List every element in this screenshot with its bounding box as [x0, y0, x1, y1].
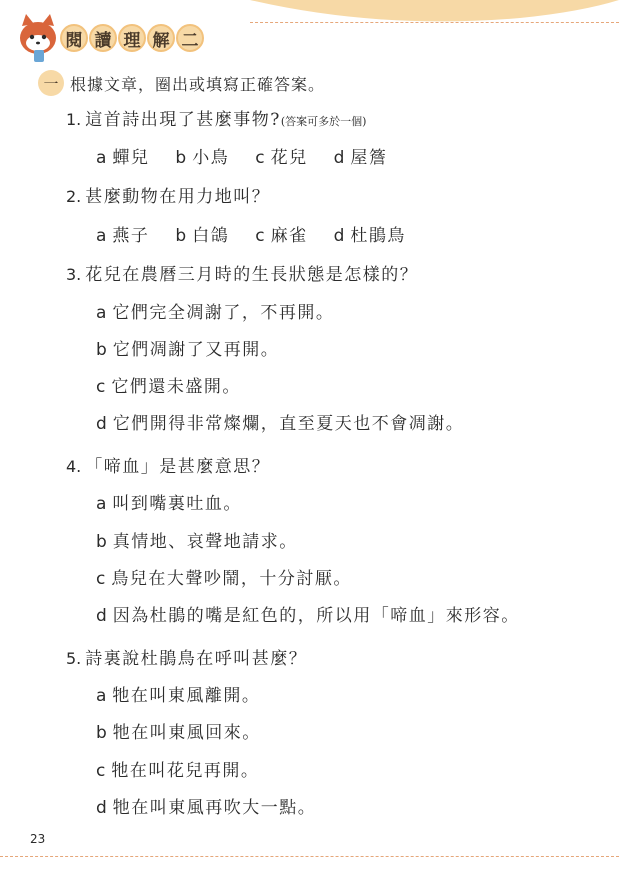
question-text: 「啼血」是甚麼意思？	[85, 457, 271, 477]
option-item[interactable]	[96, 489, 242, 514]
question-1	[66, 105, 366, 130]
option-letter: b	[96, 340, 107, 360]
question-2	[66, 182, 270, 207]
question-text: 甚麼動物在用力地叫？	[85, 187, 271, 207]
title-char: 讀	[89, 24, 117, 52]
option-text: 真情地、哀聲地請求。	[112, 532, 298, 552]
section-heading	[38, 70, 325, 96]
option-item[interactable]	[96, 221, 149, 246]
option-item[interactable]	[96, 527, 298, 552]
title-char: 解	[147, 24, 175, 52]
question-text: 詩裏說杜鵑鳥在呼叫甚麼？	[85, 649, 308, 669]
option-item[interactable]	[96, 718, 261, 743]
option-letter: d	[96, 414, 107, 434]
option-text: 白鴿	[192, 226, 230, 246]
option-item[interactable]	[96, 681, 260, 706]
question-text: 這首詩出現了甚麼事物?	[85, 110, 281, 130]
question-1-options	[96, 143, 387, 168]
option-text: 杜鵑鳥	[350, 226, 406, 246]
option-letter: a	[96, 494, 107, 514]
option-item[interactable]	[96, 372, 241, 397]
option-text: 叫到嘴裏吐血。	[112, 494, 242, 514]
option-text: 麻雀	[270, 226, 308, 246]
question-number: 5.	[66, 649, 82, 668]
header-dashed-divider	[250, 22, 619, 23]
option-text: 小鳥	[192, 148, 230, 168]
option-text: 屋簷	[350, 148, 388, 168]
option-letter: a	[96, 148, 107, 168]
section-instruction: 根據文章，圈出或填寫正確答案。	[70, 74, 326, 94]
title-char: 閱	[60, 24, 88, 52]
option-letter: a	[96, 686, 107, 706]
option-text: 鳥兒在大聲吵鬧，十分討厭。	[111, 569, 352, 589]
question-5	[66, 644, 307, 669]
question-note: (答案可多於一個)	[280, 115, 367, 128]
option-text: 它們還未盛開。	[111, 377, 241, 397]
question-number: 4.	[66, 457, 82, 476]
option-letter: c	[96, 761, 106, 781]
option-letter: d	[333, 226, 345, 246]
option-letter: c	[96, 377, 106, 397]
option-letter: b	[175, 148, 187, 168]
option-item[interactable]	[255, 221, 307, 246]
option-item[interactable]	[334, 143, 388, 168]
option-item[interactable]	[96, 601, 520, 626]
option-item[interactable]	[96, 335, 279, 360]
option-text: 它們完全凋謝了，不再開。	[112, 303, 335, 323]
option-item[interactable]	[96, 564, 352, 589]
question-4	[66, 452, 270, 477]
option-item[interactable]	[96, 756, 259, 781]
option-text: 牠在叫東風回來。	[112, 723, 261, 743]
footer-dashed-divider	[0, 856, 619, 857]
option-letter: b	[96, 723, 107, 743]
question-text: 花兒在農曆三月時的生長狀態是怎樣的？	[85, 265, 419, 285]
page-number: 23	[30, 832, 46, 846]
option-text: 蟬兒	[112, 148, 150, 168]
option-item[interactable]	[334, 221, 406, 246]
option-item[interactable]	[255, 143, 307, 168]
option-letter: c	[255, 148, 265, 168]
option-text: 花兒	[270, 148, 308, 168]
option-letter: c	[255, 226, 265, 246]
option-letter: a	[96, 303, 107, 323]
option-letter: c	[96, 569, 106, 589]
option-letter: b	[96, 532, 107, 552]
option-text: 燕子	[112, 226, 150, 246]
title-char: 理	[118, 24, 146, 52]
option-item[interactable]	[175, 143, 229, 168]
page-title	[60, 24, 204, 52]
question-number: 1.	[66, 110, 82, 129]
option-text: 牠在叫花兒再開。	[111, 761, 260, 781]
option-letter: d	[96, 798, 107, 818]
option-item[interactable]	[96, 409, 464, 434]
option-letter: d	[333, 148, 345, 168]
option-text: 它們開得非常燦爛，直至夏天也不會凋謝。	[112, 414, 465, 434]
option-text: 它們凋謝了又再開。	[112, 340, 280, 360]
section-number-badge: 一	[38, 70, 64, 96]
option-letter: a	[96, 226, 107, 246]
option-text: 牠在叫東風再吹大一點。	[112, 798, 317, 818]
question-3	[66, 260, 418, 285]
option-text: 牠在叫東風離開。	[112, 686, 261, 706]
option-letter: d	[96, 606, 107, 626]
question-number: 3.	[66, 265, 82, 284]
option-text: 因為杜鵑的嘴是紅色的，所以用「啼血」來形容。	[112, 606, 520, 626]
option-item[interactable]	[96, 143, 149, 168]
title-char: 二	[176, 24, 204, 52]
question-2-options	[96, 221, 406, 246]
option-item[interactable]	[96, 793, 316, 818]
option-letter: b	[175, 226, 187, 246]
option-item[interactable]	[96, 298, 334, 323]
question-number: 2.	[66, 187, 82, 206]
option-item[interactable]	[175, 221, 229, 246]
